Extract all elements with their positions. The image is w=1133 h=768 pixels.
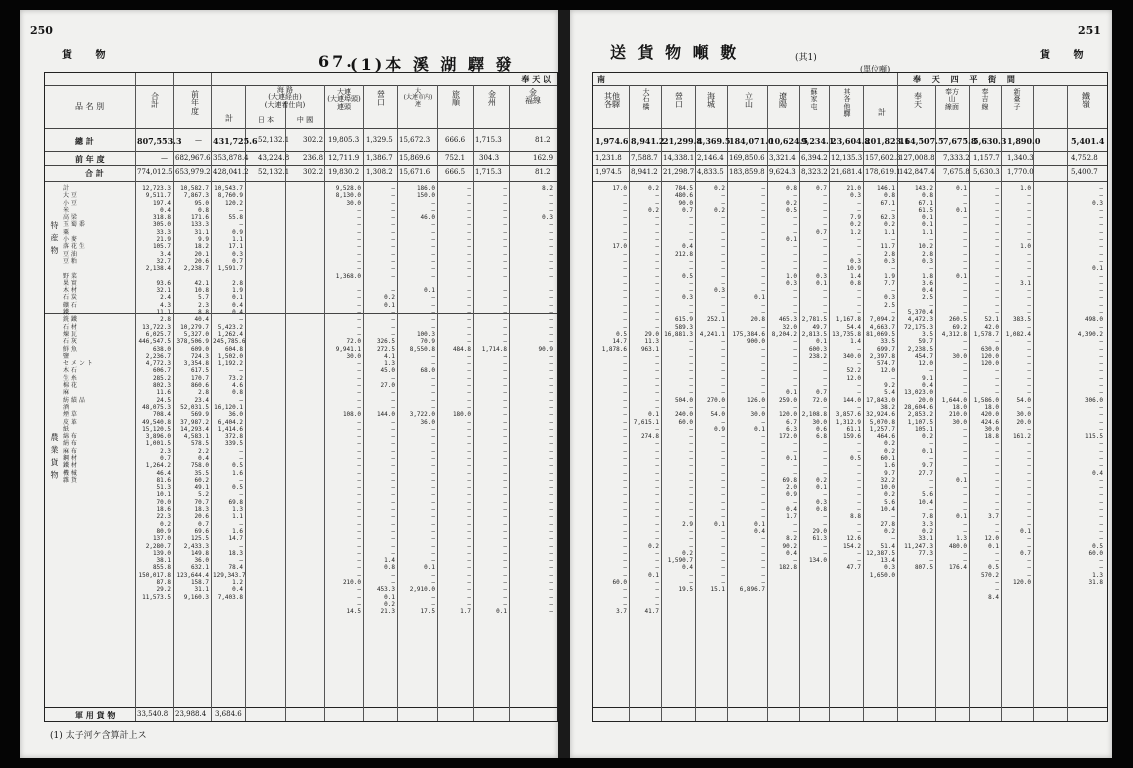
col-values-dalian2: 186.0 150.0 — — 46.0 — — — — — — — — 0.1 — — — — — 100.3 70.9 8,550.8 — — 68.0 — — — — — 3,722.0 36.0 — — — — — — — — — — — — — — — — — — — 0.1 — — 2,910.0 — — 17.5 <box>409 185 435 616</box>
cell-prev: 653,979.2 <box>175 168 211 176</box>
col-values-dalian: 9,528.0 8,130.0 30.0 — — — — — — — — — 1,368.0 — — — — — — — 72.0 9,941.1 30.0 — — — — — — — 108.0 — — — — — — — — — — — — — — — — — — — — — — 210.0 — — — 14.5 <box>335 185 361 616</box>
cell: 6,394.2 <box>801 154 828 162</box>
cell: 10,624.5 <box>769 136 808 146</box>
col-header-prev: 前 年 度 <box>191 90 199 116</box>
col-values-other-stations: 17.0 — — — — — — — 17.0 — — — — — — — — — — — 0.5 14.7 1,878.6 — — — — — — — — — — — — — — — — — — — — — — — — — — — — — — — 60.0 — — — 3.7 <box>601 185 627 616</box>
left-page <box>20 10 558 758</box>
cell: 1,770.0 <box>1007 168 1034 176</box>
cell-jinfu: 81.2 <box>535 136 551 144</box>
row-label: 前 年 度 <box>75 154 105 164</box>
cell-sum: 428,041.2 <box>213 168 249 176</box>
cell: 183,859.8 <box>729 168 765 176</box>
cell: 157,602.3 <box>865 154 901 162</box>
cell-lushun: 752.1 <box>445 154 466 162</box>
right-unit: (單位噸) <box>860 65 891 74</box>
col-values-total: 12,723.3 9,511.7 197.4 0.4 318.8 305.0 33.3 21.9 105.7 3.4 32.7 2,138.4 93.6 32.1 2.4 4.3 11.1 2.8 13,722.3 6,025.7 446,547.5 638.0 2,236.7 4,772.3 606.7 285.2 802.3 11.6 24.5 48,075.3 708.4 49,540.8 15,120.5 3,896.0 1,001.5 2.3 0.7 1,264.2 46.4 81.6 51.3 10.1 70.0 18.6 22.3 0.2 80.9 137.0 2,280.7 139.0 38.1 855.8 150,017.8 87.8 29.2 11,573.5 <box>138 185 171 601</box>
cell: 142,847.4 <box>899 168 935 176</box>
col-header-dashiqiao: 大 石 橋 <box>642 88 650 111</box>
col-header-dalian: 大連 (大連埠頭) 連頭 <box>327 88 361 111</box>
cell: 5,630.3 <box>973 168 1000 176</box>
right-table <box>592 72 1108 722</box>
cell-lushun: 666.6 <box>445 136 466 144</box>
cell: 4,369.5 <box>697 136 731 146</box>
left-title: (1)本 溪 湖 驛 發 <box>350 55 515 74</box>
cell: 1,974.5 <box>595 168 622 176</box>
col-header-xintaizi: 新 臺 子 <box>1013 88 1021 111</box>
col-header-china: 中 國 <box>296 116 314 124</box>
cell-jinfu: 162.9 <box>533 154 554 162</box>
cell: 5,630.3 <box>973 136 1007 146</box>
cell: 8,941.2 <box>631 168 658 176</box>
col-values-jinzhou: — — — — — — — — — — — — — — — — — — — — — 1,714.8 — — — — — — — — — — — — — — — — — — — — — — — — — — — — — — — — — — — 0.1 <box>481 185 507 616</box>
col-values-other: 21.0 0.3 — — 7.9 0.2 1.2 — — — 0.3 10.9 1.4 0.8 — — — — 1,167.8 54.4 13,735.8 1.4 — 340.0 — 52.2 12.0 — — 144.0 — 3,857.6 1,312.9 61.1 159.6 — — 0.5 — — — — — — — 8.8 — — 12.6 154.2 — — 47.7 <box>832 185 861 572</box>
cell-china: 236.8 <box>303 154 324 162</box>
col-header-yingkou: 營 口 <box>675 92 683 110</box>
col-values-sum: 146.1 0.8 67.1 — 62.3 0.2 1.1 — 11.7 2.8 0.3 — 1.9 7.7 — 0.3 2.5 — 7,094.2 4,663.7 81,069.5 33.5 699.7 2,397.8 574.7 12.0 — 9.2 5.4 17,843.0 38.2 32,924.6 5,070.8 1,257.7 464.6 0.2 0.2 60.1 1.6 9.7 32.2 10.0 0.2 5.6 10.4 — 27.8 0.2 — 51.4 12,387.5 13.4 0.3 1,650.0 <box>866 185 895 579</box>
row-label: 總 計 <box>75 136 94 146</box>
col-values-fengtian: 143.2 0.8 67.1 61.5 0.1 0.1 1.1 — 10.2 2.8 0.3 — 1.8 3.6 0.4 2.5 — 5,370.4 4,472.3 72,175.3 3.5 59.7 2,238.5 454.7 12.0 — 9.1 0.4 13,023.0 20.0 28,604.6 2,853.2 1,107.5 105.1 0.2 — 0.1 — 9.7 27.7 — — 5.6 10.4 — 7.8 3.3 0.2 33.1 11,247.3 77.3 — 807.5 <box>904 185 933 572</box>
cell-jinzhou: 1,715.3 <box>475 136 502 144</box>
cell: 3,321.4 <box>769 154 796 162</box>
cell: 127,008.8 <box>899 154 935 162</box>
col-values-sum: 10,543.7 8,760.9 120.2 — 55.8 — 0.9 1.1 17.1 0.3 0.7 1,591.7 2.8 1.9 0.1 0.4 0.4 — 5,423.2 1,262.4 245,785.6 604.8 1,502.0 1,192.2 — 73.2 4.6 0.8 — 16,120.1 36.0 6,404.2 1,414.6 372.8 339.5 — — 0.5 1.6 — 0.5 — 69.8 1.3 1.1 — 1.6 14.7 — 18.3 — 78.4 129,343.7 1.2 0.4 7,403.8 <box>213 185 246 601</box>
cell-jinfu: 81.2 <box>535 168 551 176</box>
col-header-sea: 海 路 (大連経由) (大連着仕向) <box>264 86 306 109</box>
col-header-sum: 計 <box>225 114 233 123</box>
cell: 7,588.7 <box>631 154 658 162</box>
cell-prev: 23,988.4 <box>175 710 207 718</box>
cell: 21,681.4 <box>831 168 863 176</box>
col-header-jinzhou: 金 州 <box>488 90 496 108</box>
cell-prev: 682,967.6 <box>175 154 211 162</box>
col-header-lishan: 立 山 <box>745 92 753 110</box>
cell: 7,333.2 <box>943 154 970 162</box>
cell-dalian: 19,805.3 <box>328 136 360 144</box>
cell-china: 302.2 <box>303 136 324 144</box>
col-header-dalian2: 大 (大連市内) 連 <box>403 88 433 108</box>
cell-total: 807,553.3 <box>137 136 182 146</box>
right-title: 送 貨 物 噸 數 <box>610 43 740 62</box>
cell-total: 33,540.8 <box>137 710 169 718</box>
cell: 2,146.4 <box>697 154 724 162</box>
cell-china: 302.2 <box>303 168 324 176</box>
cell: 1,157.7 <box>973 154 1000 162</box>
cell: 12,135.3 <box>831 154 863 162</box>
cell: 8,941.2 <box>631 136 665 146</box>
right-page <box>570 10 1112 758</box>
col-values-lishan: — — — — — — — — — — — — — — — 0.1 — — 20.8 — 175,384.6 900.0 — — — — — — — 126.0 — 30.0 — 0.1 — — — — — — — — — — — — 0.1 0.4 — — — — — — — 6,896.7 <box>732 185 765 594</box>
right-top-right-label: 奉 天 四 平 街 間 <box>913 74 1019 84</box>
right-page-number: 251 <box>1078 24 1101 37</box>
cell: 1,890.0 <box>1007 136 1041 146</box>
item-names: 計 大 豆 小 豆 米 高 梁 玉 蜀 黍 粟 小 麥 落 花 生 豆 油 豆 粕 野 菜 果 實 木 材 石 炭 礦 石 鐵 銑 鐵 石 材 煉 瓦 石 灰 鮮 魚 鹽 セ メ ン ト 木 石 生 糸 棉 花 麻 紡 績 品 酒 煙 草 皮 革 紙 綿 布 絹 布 麻 布 鋼 材 鐵 材 機 械 雜 貨 <box>63 185 93 484</box>
row-label: 軍 用 貨 物 <box>75 710 116 720</box>
col-header-sujiatun: 蘇 家 屯 <box>810 88 818 111</box>
col-header-other-stations: 其他 各驛 <box>604 92 620 110</box>
section-label-farm: 農 業 貨 物 <box>50 433 59 480</box>
col-header-japan: 日 本 <box>257 116 275 124</box>
cell: 7,675.8 <box>943 168 970 176</box>
col-header-fengtian: 奉 天 <box>914 92 922 110</box>
cell: 1,974.6 <box>595 136 629 146</box>
cell-jinzhou: 1,715.3 <box>475 168 502 176</box>
left-page-number: 250 <box>30 24 53 37</box>
cell-japan: 52,132.1 <box>258 168 290 176</box>
cell-dalian2: 15,672.3 <box>399 136 431 144</box>
left-footnote: (1) 太子河ケ含算計上ス <box>50 731 147 741</box>
cell-sum: 431,725.6 <box>213 136 258 146</box>
col-header-fushun: 奉方 山 線面 <box>945 88 959 111</box>
cell-yingkou: 1,308.2 <box>366 168 393 176</box>
col-values-fengji: — — — — — — — — — — — — — — — — — — 52.1 42.0 1,578.7 — 630.0 120.0 120.0 — — — — 1,586.0 18.0 420.0 424.6 30.0 18.8 — — — — — — — — — — 3.7 — — 12.0 0.1 — — 0.5 570.2 — — 8.4 <box>973 185 999 601</box>
cell: 5,400.7 <box>1071 168 1098 176</box>
col-values-prev: 10,582.7 7,867.3 95.0 0.8 171.6 133.3 31.1 9.9 18.2 20.1 20.6 2,238.7 42.1 10.8 5.7 2.3 8.8 40.4 10,279.7 5,327.0 378,506.9 609.0 724.3 3,354.8 617.5 170.7 860.6 2.8 23.4 52,031.5 569.9 37,987.2 14,293.4 4,583.1 578.5 2.2 0.4 758.0 35.5 60.2 49.1 5.2 70.7 18.3 20.6 0.7 69.6 125.5 2,433.3 149.8 36.0 632.1 123,644.4 158.7 31.1 9,160.3 <box>176 185 209 601</box>
cell: 23,604.8 <box>831 136 870 146</box>
cell-japan: 43,224.8 <box>258 154 290 162</box>
left-top-right-label: 奉 天 以 <box>521 74 551 84</box>
cell-total: — <box>161 154 168 162</box>
col-values-yingkou: 784.5 480.6 90.0 0.7 — — — — 0.4 212.8 — — 0.5 — — 0.3 — — 615.9 589.3 16,881.3 — — — — — — — — 504.0 — 240.0 60.0 — — — — — — — — — — — — — 2.9 — — — 0.2 1,590.7 0.4 — — 19.5 <box>664 185 693 594</box>
col-values-fushun: 0.1 — — 0.1 — — — — — — — — 0.1 — — — — — 260.5 69.2 4,312.8 — — 30.0 — — — — — 1,644.0 18.0 210.0 30.0 — — — — — — — 0.1 — — — — 0.1 — — 1.3 480.0 — — 176.4 <box>941 185 967 572</box>
col-header-tieling: 鐵 嶺 <box>1082 92 1090 110</box>
cell: 164,507.5 <box>899 136 944 146</box>
cell-dalian: 12,711.9 <box>328 154 360 162</box>
cell: 8,323.2 <box>801 168 828 176</box>
cell-sum: 3,684.6 <box>215 710 242 718</box>
cell: 1,340.3 <box>1007 154 1034 162</box>
col-values-yingkou: — — — — — — — — — — — — — — 0.2 0.1 — — — — 326.5 272.5 4.1 1.3 45.0 — 27.0 — — — 144.0 — — — — — — — — — — — — — — — — — — — 1.4 0.8 — — 453.3 0.1 0.2 21.3 <box>376 185 395 616</box>
col-values-xintaizi: 1.0 — — — — — — — 1.0 — — — — 3.1 — — — — 383.5 — 1,082.4 — — — — — — — — 54.0 — 30.0 20.0 — 161.2 — — — — — — — — — — — — 0.1 — — 0.7 — — — 120.0 <box>1005 185 1031 587</box>
cell-dalian: 19,830.2 <box>328 168 360 176</box>
cell: 1,231.8 <box>595 154 622 162</box>
col-values-haicheng: 0.2 — — 0.2 — — — — — — — — — — 0.3 — — — 252.1 — 4,241.1 — — — — — — — — 270.0 — 54.0 — 0.9 — — — — — — — — — — — — 0.1 — — — — — — — — 15.1 <box>699 185 725 594</box>
left-title-number: 67. <box>318 52 355 71</box>
cell-dalian2: 15,869.6 <box>399 154 431 162</box>
col-values-liaoyang: 0.8 — 0.2 0.5 — — — 0.1 — — — — 1.0 0.3 — — — — 465.3 32.0 8,204.2 — — — — — — — 0.1 259.0 — 120.0 6.7 6.3 172.0 — — 0.1 — — 69.8 2.0 0.9 — 0.4 1.7 — — 8.2 90.2 0.4 — 182.8 <box>771 185 797 572</box>
left-table <box>44 72 558 722</box>
cell: 169,850.6 <box>729 154 765 162</box>
col-header-sum: 計 <box>878 108 886 117</box>
cell: 21,298.7 <box>663 168 695 176</box>
cell-total: 774,012.5 <box>137 168 173 176</box>
col-values-sujiatun: 0.7 — — — — — 0.7 — — — — — 0.3 0.1 — — — — 2,781.5 49.7 2,813.5 0.1 600.3 238.2 — — — — 0.7 72.0 — 2,108.8 30.0 0.6 6.8 — — — — — 0.2 0.1 — 0.3 0.8 — — 29.0 61.3 — — 134.0 <box>801 185 827 565</box>
cell: 201,823.1 <box>865 136 910 146</box>
cell: 4,752.8 <box>1071 154 1098 162</box>
book-spine <box>558 10 570 758</box>
right-title-suffix: (其1) <box>795 53 817 63</box>
col-values-lushun: — — — — — — — — — — — — — — — — — — — — — 484.8 — — — — — — — — 180.0 — — — — — — — — — — — — — — — — — — — — — — — — — — 1.7 <box>452 185 471 616</box>
col-header-item: 品 名 別 <box>75 102 105 111</box>
col-header-liaoyang: 遼 陽 <box>779 92 787 110</box>
cell-yingkou: 1,329.5 <box>366 136 393 144</box>
cell-japan: 52,132.1 <box>258 136 290 144</box>
col-values-jinfu: 8.2 — — — 0.3 — — — — — — — — — — — — — — — — 90.9 — — — — — — — — — — — — — — — — — — — — — — — — — — — — — — — — — — — — <box>538 185 553 616</box>
cell: 7,675.8 <box>943 136 977 146</box>
row-label: 合 計 <box>85 168 104 178</box>
col-header-lushun: 旅 順 <box>452 90 460 108</box>
cell: 14,338.1 <box>663 154 695 162</box>
col-header-other: 其 各 他 驛 <box>843 88 851 119</box>
right-header: 貨 物 <box>1040 50 1094 61</box>
col-header-haicheng: 海 城 <box>707 92 715 110</box>
cell: 21,299.8 <box>663 136 702 146</box>
col-header-yingkou: 營 口 <box>377 90 385 108</box>
col-header-jinfu: 金 福線 <box>525 88 541 106</box>
col-header-fengji: 奉 吉 線 <box>981 88 989 111</box>
cell: 9,624.3 <box>769 168 796 176</box>
cell-lushun: 666.5 <box>445 168 466 176</box>
cell: 5,401.4 <box>1071 136 1105 146</box>
left-header: 貨 物 <box>62 50 116 61</box>
cell: 9,234.1 <box>801 136 835 146</box>
cell: 178,619.1 <box>865 168 901 176</box>
col-values-dashiqiao: 0.2 — — 0.2 — — — — — — — — — — — — — — — — 29.0 11.3 963.1 — — — — — — — — 0.1 7,615.1 — 274.8 — — — — — — — — — — — — — — 0.2 — — — 0.1 — — — — 41.7 <box>633 185 659 616</box>
col-values-tieling: — — 0.3 — — — — — — — — 0.1 — — — — — — 498.0 — 4,390.2 — — — — — — — — 306.0 — — — — 115.5 — — — — 0.4 — — — — — — — — — 0.5 60.0 — — 1.3 31.8 <box>1077 185 1103 587</box>
cell-jinzhou: 304.3 <box>479 154 500 162</box>
col-header-total: 合 計 <box>151 92 159 110</box>
right-top-left-label: 南 <box>597 74 605 84</box>
cell-prev: — <box>195 136 202 144</box>
section-label-specialty: 特 産 物 <box>50 221 59 256</box>
cell: 184,071.0 <box>729 136 774 146</box>
cell-yingkou: 1,386.7 <box>366 154 393 162</box>
cell-sum: 353,878.4 <box>213 154 249 162</box>
cell: 4,833.5 <box>697 168 724 176</box>
cell-dalian2: 15,671.6 <box>399 168 431 176</box>
